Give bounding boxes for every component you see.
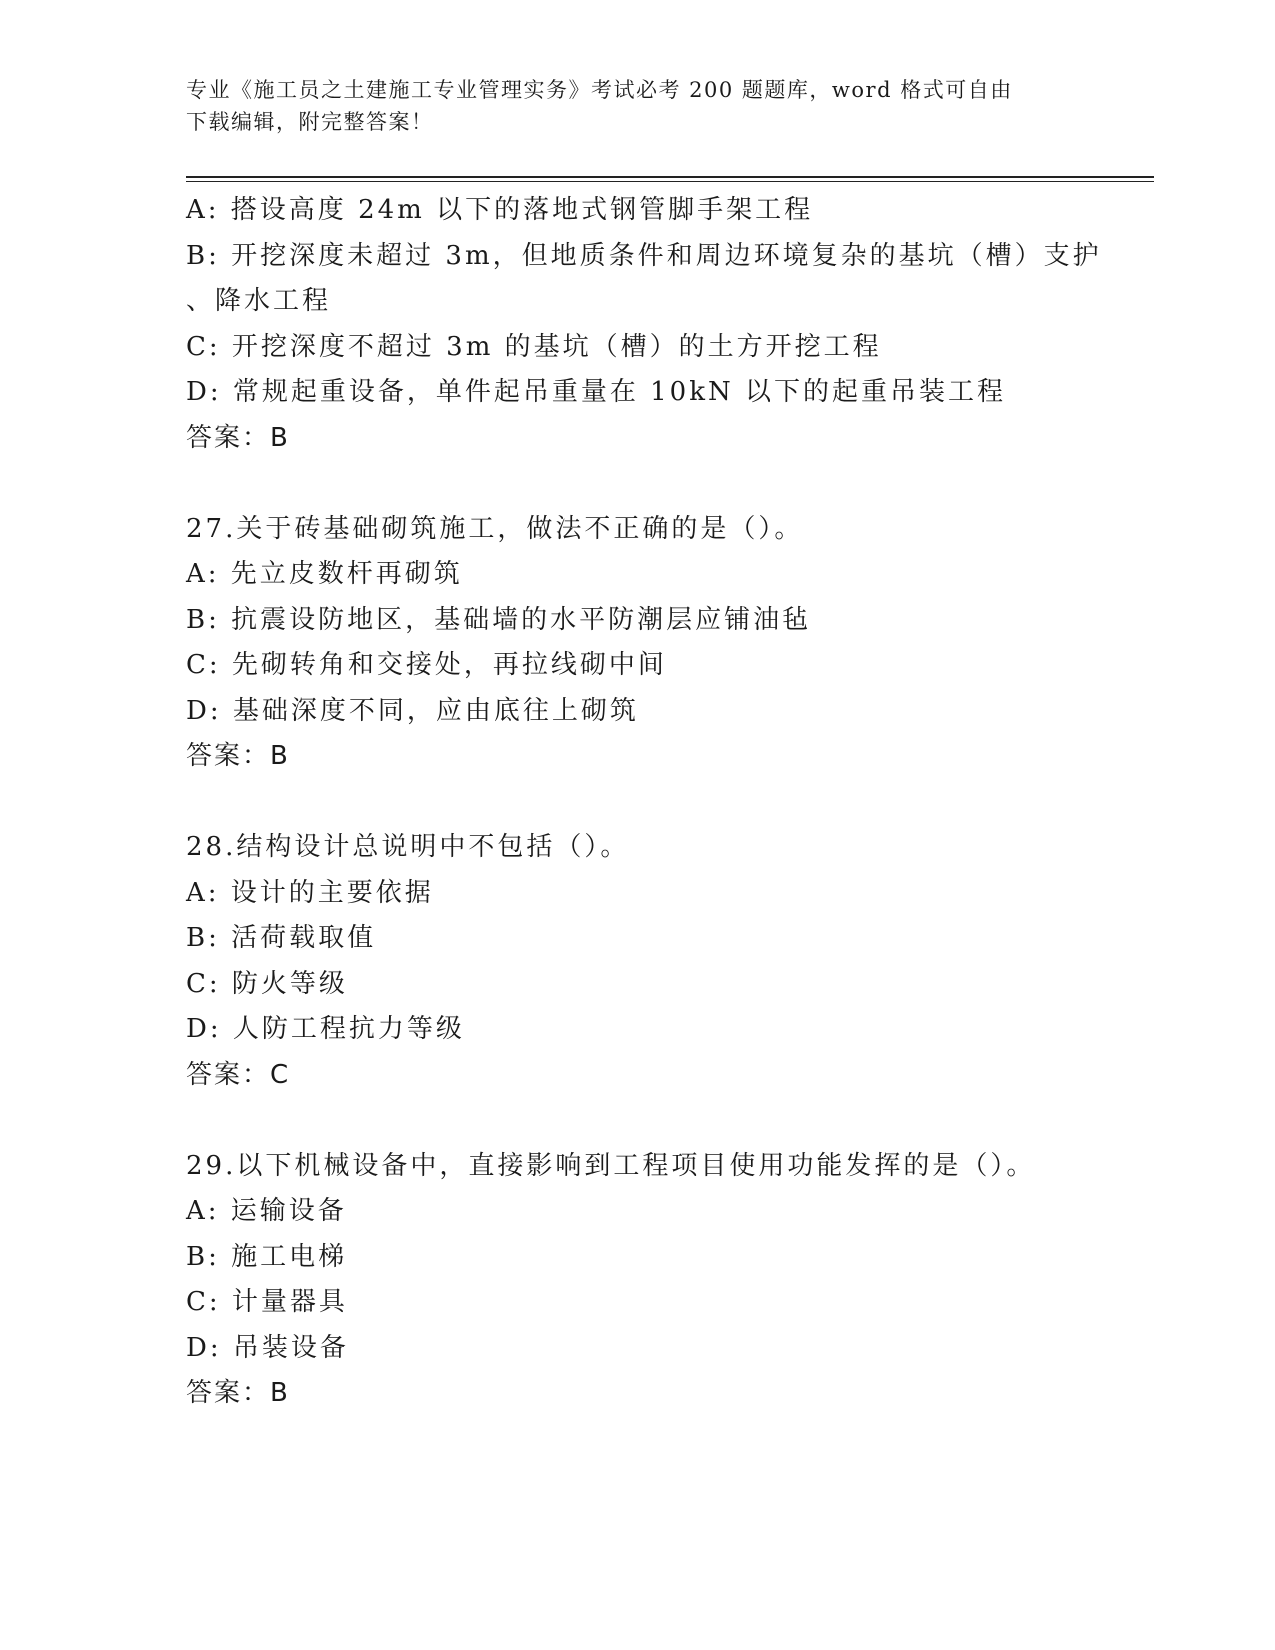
answer-line: 答案：B <box>186 422 290 453</box>
option-a: A: 搭设高度 24m 以下的落地式钢管脚手架工程 <box>186 195 814 225</box>
question-block-28 <box>186 825 1106 1098</box>
spacer <box>186 461 1106 507</box>
option-d: D: 人防工程抗力等级 <box>186 1014 465 1044</box>
option-c: C: 开挖深度不超过 3m 的基坑（槽）的土方开挖工程 <box>186 331 882 362</box>
header-divider-thick <box>186 176 1154 178</box>
question-list <box>186 188 1106 1417</box>
question-text: 28.结构设计总说明中不包括（）。 <box>186 832 630 862</box>
header-divider-thin <box>186 181 1154 182</box>
option-b: B: 施工电梯 <box>186 1241 348 1272</box>
document-header <box>186 74 1086 138</box>
answer-line: 答案：C <box>186 1059 291 1090</box>
question-text: 29.以下机械设备中，直接影响到工程项目使用功能发挥的是（）。 <box>186 1150 1036 1181</box>
option-b-continued: 、降水工程 <box>186 286 332 316</box>
question-block-29 <box>186 1144 1106 1417</box>
answer-line: 答案：B <box>186 741 290 771</box>
question-text: 27.关于砖基础砌筑施工，做法不正确的是（）。 <box>186 513 804 544</box>
option-b: B: 开挖深度未超过 3m，但地质条件和周边环境复杂的基坑（槽）支护 <box>186 240 1102 271</box>
header-line-2: 下载编辑，附完整答案！ <box>186 110 434 134</box>
option-d: D: 常规起重设备，单件起吊重量在 10kN 以下的起重吊装工程 <box>186 377 1006 407</box>
option-c: C: 防火等级 <box>186 968 348 999</box>
option-d: D: 基础深度不同，应由底往上砌筑 <box>186 695 639 726</box>
spacer <box>186 780 1106 826</box>
option-b: B: 活荷载取值 <box>186 923 377 953</box>
option-b: B: 抗震设防地区，基础墙的水平防潮层应铺油毡 <box>186 604 812 635</box>
option-a: A: 运输设备 <box>186 1196 347 1226</box>
option-c: C: 计量器具 <box>186 1287 348 1317</box>
option-d: D: 吊装设备 <box>186 1332 349 1363</box>
option-a: A: 设计的主要依据 <box>186 877 434 908</box>
header-line-1: 专业《施工员之土建施工专业管理实务》考试必考 200 题题库，word 格式可自由 <box>186 78 1013 102</box>
spacer <box>186 1098 1106 1144</box>
option-c: C: 先砌转角和交接处，再拉线砌中间 <box>186 650 667 680</box>
answer-line: 答案：B <box>186 1378 290 1408</box>
question-block-26 <box>186 188 1106 461</box>
option-a: A: 先立皮数杆再砌筑 <box>186 559 463 589</box>
question-block-27 <box>186 507 1106 780</box>
